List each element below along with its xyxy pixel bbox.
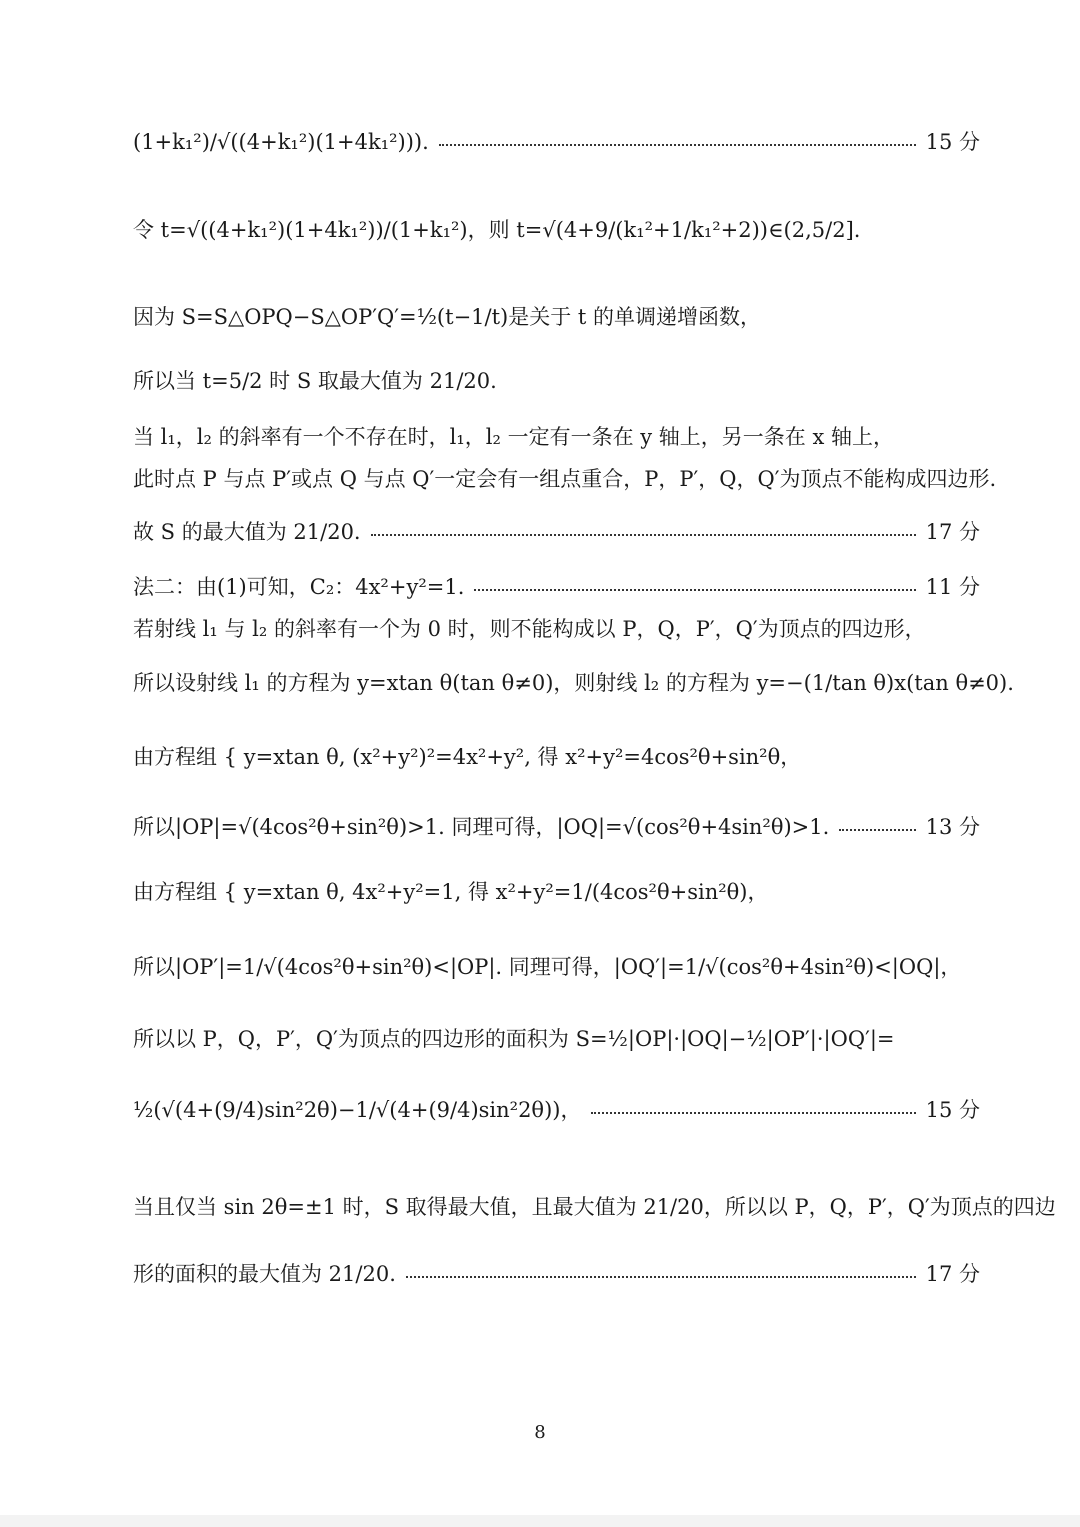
- score-label: 17 分: [925, 1262, 980, 1286]
- equation-system: 由方程组 { y=xtan θ, (x²+y²)²=4x²+y², 得 x²+y²=4cos²θ+sin²θ，: [133, 745, 802, 769]
- text-line: [133, 520, 980, 545]
- text-line: [133, 1098, 980, 1123]
- text-line: [133, 305, 980, 330]
- math-expression: (1+k₁²)/√((4+k₁²)(1+4k₁²))).: [133, 130, 429, 154]
- text-line: [133, 1262, 980, 1287]
- text-line: [133, 671, 1014, 696]
- score-label: 11 分: [925, 575, 980, 599]
- text-line: [133, 617, 980, 642]
- dot-leader: [406, 1276, 916, 1278]
- math-expression: 因为 S=S△OPQ−S△OP′Q′=½(t−1/t)是关于 t 的单调递增函数，: [133, 305, 762, 329]
- text-line: [133, 880, 980, 905]
- math-expression: 所以|OP|=√(4cos²θ+sin²θ)>1. 同理可得，|OQ|=√(cos²θ+4sin²θ)>1.: [133, 815, 830, 839]
- text-line: [133, 1027, 980, 1052]
- math-expression: 所以设射线 l₁ 的方程为 y=xtan θ(tan θ≠0)，则射线 l₂ 的方程为 y=−(1/tan θ)x(tan θ≠0).: [133, 671, 1014, 695]
- text-sentence: 若射线 l₁ 与 l₂ 的斜率有一个为 0 时，则不能构成以 P，Q，P′，Q′为顶点的四边形，: [133, 617, 926, 641]
- math-expression: ½(√(4+(9/4)sin²2θ)−1/√(4+(9/4)sin²2θ))，: [133, 1098, 582, 1122]
- text-line: [133, 130, 980, 155]
- text-line: [133, 815, 980, 840]
- text-line: [133, 745, 980, 770]
- dot-leader: [591, 1112, 915, 1114]
- math-expression: 所以|OP′|=1/√(4cos²θ+sin²θ)<|OP|. 同理可得，|OQ′|=1/√(cos²θ+4sin²θ)<|OQ|，: [133, 955, 962, 979]
- text-line: [133, 575, 980, 600]
- text-line: [133, 467, 997, 492]
- equation-system: 由方程组 { y=xtan θ, 4x²+y²=1, 得 x²+y²=1/(4cos²θ+sin²θ)，: [133, 880, 769, 904]
- text-line: [133, 218, 980, 243]
- score-label: 13 分: [925, 815, 980, 839]
- score-label: 17 分: [925, 520, 980, 544]
- text-sentence: 当且仅当 sin 2θ=±1 时，S 取得最大值，且最大值为 21/20，所以以 P，Q，P′，Q′为顶点的四边: [133, 1195, 1056, 1219]
- dot-leader: [439, 144, 916, 146]
- score-label: 15 分: [925, 1098, 980, 1122]
- dot-leader: [474, 589, 915, 591]
- text-sentence: 当 l₁，l₂ 的斜率有一个不存在时，l₁，l₂ 一定有一条在 y 轴上，另一条在 x 轴上，: [133, 425, 894, 449]
- dot-leader: [371, 534, 916, 536]
- bottom-edge: [0, 1515, 1080, 1527]
- math-expression: 形的面积的最大值为 21/20.: [133, 1262, 396, 1286]
- math-expression: 法二：由(1)可知，C₂：4x²+y²=1.: [133, 575, 465, 599]
- text-line: [133, 369, 980, 394]
- math-expression: 故 S 的最大值为 21/20.: [133, 520, 361, 544]
- score-label: 15 分: [925, 130, 980, 154]
- text-line: [133, 955, 980, 980]
- dot-leader: [839, 829, 915, 831]
- text-sentence: 此时点 P 与点 P′或点 Q 与点 Q′一定会有一组点重合，P，P′，Q，Q′为顶点不能构成四边形.: [133, 467, 997, 491]
- page-number: 8: [534, 1422, 546, 1443]
- math-expression: 令 t=√((4+k₁²)(1+4k₁²))/(1+k₁²)，则 t=√(4+9/(k₁²+1/k₁²+2))∈(2,5/2].: [133, 218, 861, 242]
- math-expression: 所以当 t=5/2 时 S 取最大值为 21/20.: [133, 369, 497, 393]
- text-line: [133, 425, 980, 450]
- text-line: [133, 1195, 1056, 1220]
- math-expression: 所以以 P，Q，P′，Q′为顶点的四边形的面积为 S=½|OP|·|OQ|−½|OP′|·|OQ′|=: [133, 1027, 895, 1051]
